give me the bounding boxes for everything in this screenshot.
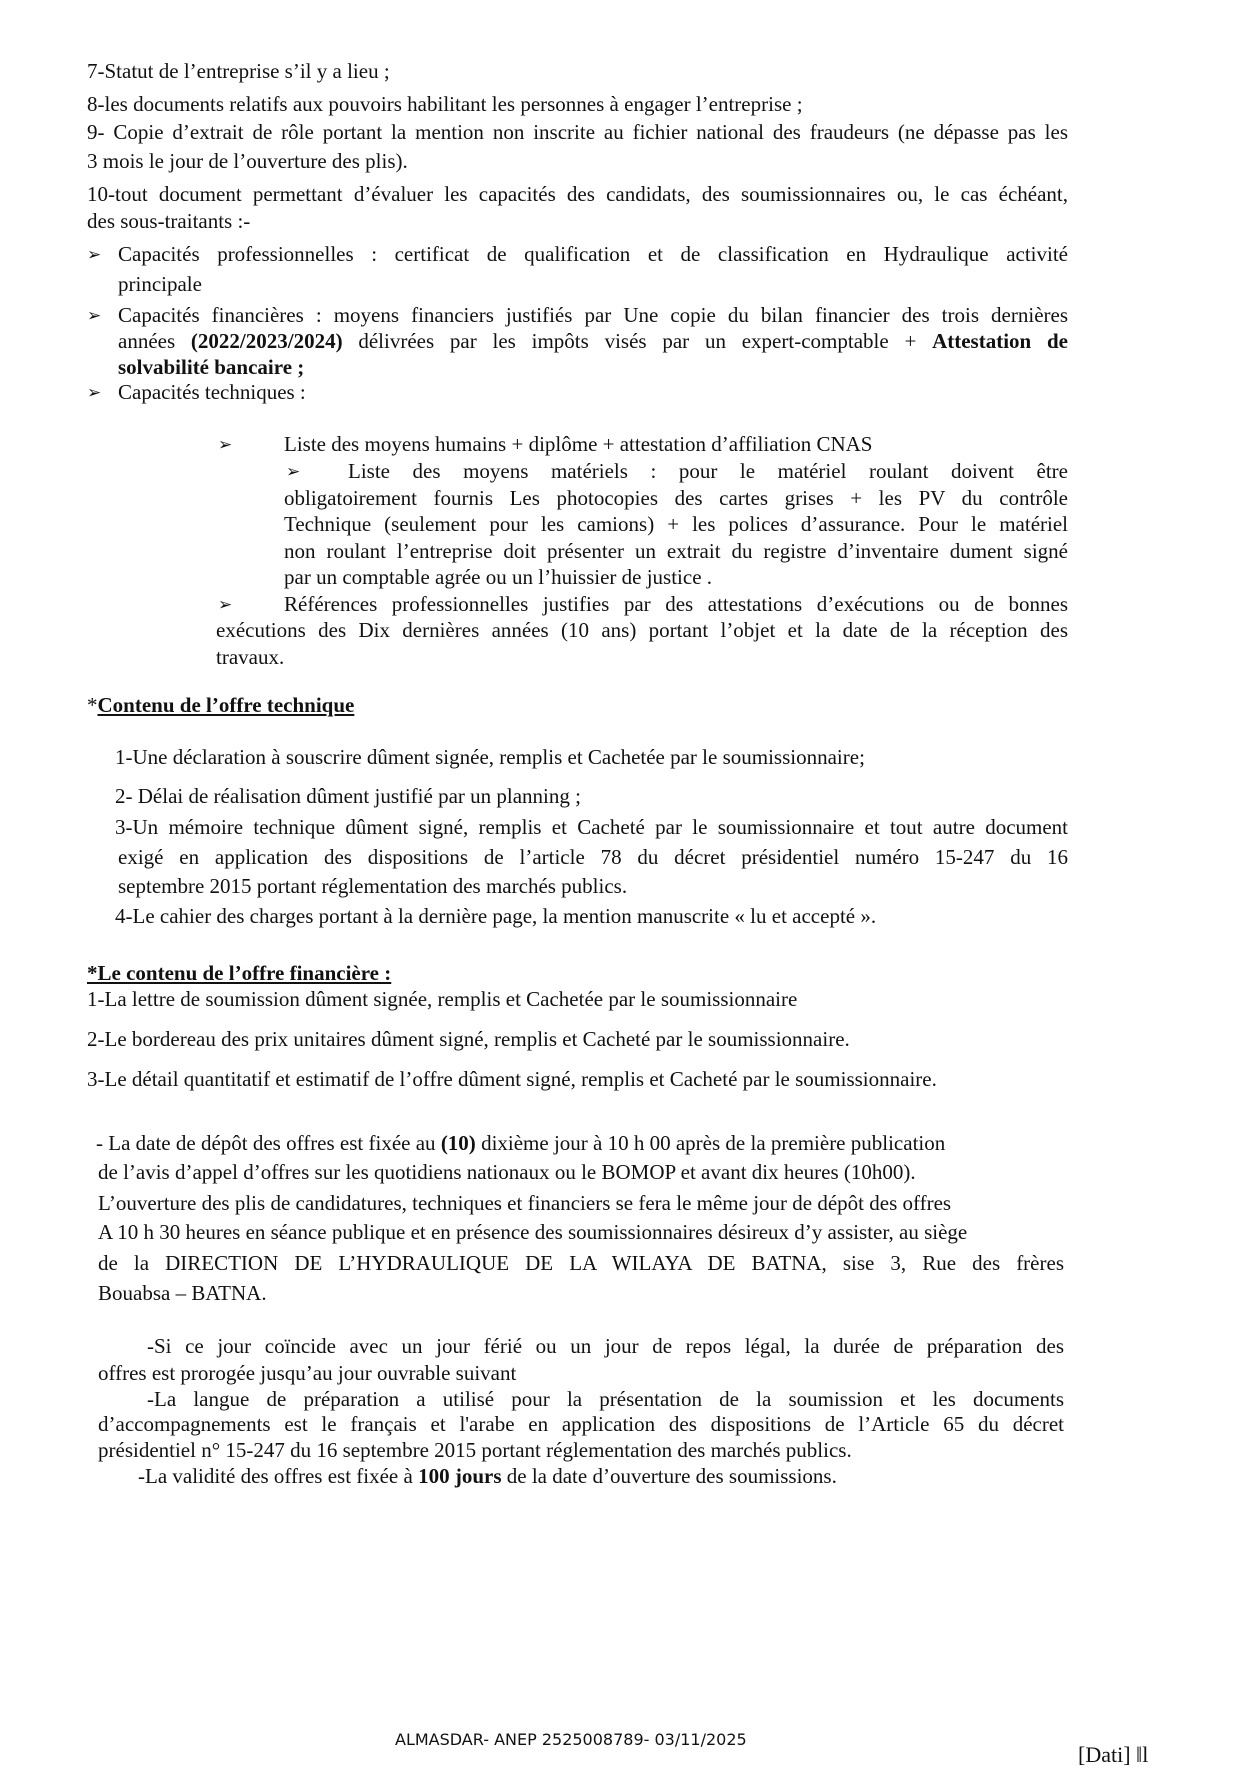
offre-technique-item-2: 2- Délai de réalisation dûment justifié par un planning ; [115,784,581,808]
langue-line3: présidentiel n° 15-247 du 16 septembre 2015 portant réglementation des marchés publics. [98,1438,852,1462]
tech-references-line3: travaux. [216,645,285,669]
langue-line2: d’accompagnements est le français et l'arabe en application des dispositions de l’Article 65 du décret [98,1412,1064,1436]
arrow-bullet-icon: ➢ [87,383,102,403]
validite-line: -La validité des offres est fixée à 100 jours de la date d’ouverture des soumissions. [138,1464,837,1488]
capacites-tech-label: Capacités techniques : [118,380,306,404]
list-item-8: 8-les documents relatifs aux pouvoirs habilitant les personnes à engager l’entreprise ; [87,92,803,116]
list-item-7: 7-Statut de l’entreprise s’il y a lieu ; [87,59,390,83]
capacites-fin-line3: solvabilité bancaire ; [118,355,305,379]
capacites-pro-line2: principale [118,272,202,296]
footer-reference: ALMASDAR- ANEP 2525008789- 03/11/2025 [395,1730,747,1749]
offre-technique-item-1: 1-Une déclaration à souscrire dûment signée, remplis et Cachetée par le soumissionnaire; [115,745,865,769]
arrow-bullet-icon: ➢ [218,595,233,615]
depot-line5: de la DIRECTION DE L’HYDRAULIQUE DE LA WILAYA DE BATNA, sise 3, Rue des frères [98,1251,1064,1275]
corner-mark: [Dati] ‖l [1078,1742,1149,1767]
tech-materiels-line2: obligatoirement fournis Les photocopies des cartes grises + les PV du contrôle [284,486,1068,510]
offre-financiere-item-3: 3-Le détail quantitatif et estimatif de l’offre dûment signé, remplis et Cacheté par le soumissionnaire. [87,1067,937,1091]
tech-references-line1: Références professionnelles justifies par des attestations d’exécutions ou de bonnes [284,592,1068,616]
list-item-10-line2: des sous-traitants :- [87,209,251,233]
capacites-pro-line1: Capacités professionnelles : certificat de qualification et de classification en Hydraulique activité [118,242,1068,266]
depot-line6: Bouabsa – BATNA. [98,1281,267,1305]
offre-financiere-item-1: 1-La lettre de soumission dûment signée, remplis et Cachetée par le soumissionnaire [87,987,798,1011]
offre-financiere-heading: *Le contenu de l’offre financière : [87,961,392,985]
offre-technique-item-3-line2: exigé en application des dispositions de l’article 78 du décret présidentiel numéro 15-247 du 16 [118,845,1068,869]
depot-line2: de l’avis d’appel d’offres sur les quotidiens nationaux ou le BOMOP et avant dix heures (10h00). [98,1160,916,1184]
ferie-line1: -Si ce jour coïncide avec un jour férié ou un jour de repos légal, la durée de préparation des [147,1334,1064,1358]
offre-technique-item-3-line1: 3-Un mémoire technique dûment signé, remplis et Cacheté par le soumissionnaire et tout autre document [115,815,1068,839]
offre-technique-heading: *Contenu de l’offre technique [87,693,355,717]
list-item-10-line1: 10-tout document permettant d’évaluer les capacités des candidats, des soumissionnaires ou, le cas échéant, [87,182,1068,206]
offre-technique-item-4: 4-Le cahier des charges portant à la dernière page, la mention manuscrite « lu et accepté ». [115,904,877,928]
offre-technique-item-3-line3: septembre 2015 portant réglementation des marchés publics. [118,874,628,898]
tech-materiels-line1: Liste des moyens matériels : pour le matériel roulant doivent être [348,459,1068,483]
tech-references-line2: exécutions des Dix dernières années (10 ans) portant l’objet et la date de la réception des [216,618,1068,642]
ferie-line2: offres est prorogée jusqu’au jour ouvrable suivant [98,1361,517,1385]
depot-line4: A 10 h 30 heures en séance publique et en présence des soumissionnaires désireux d’y assister, au siège [98,1220,968,1244]
tech-humains: Liste des moyens humains + diplôme + attestation d’affiliation CNAS [284,432,873,456]
tech-materiels-line3: Technique (seulement pour les camions) + les polices d’assurance. Pour le matériel [284,512,1068,536]
tech-materiels-line4: non roulant l’entreprise doit présenter un extrait du registre d’inventaire dument signé [284,539,1068,563]
arrow-bullet-icon: ➢ [87,245,102,265]
langue-line1: -La langue de préparation a utilisé pour la présentation de la soumission et les documents [147,1387,1064,1411]
arrow-bullet-icon: ➢ [218,435,233,455]
depot-line3: L’ouverture des plis de candidatures, techniques et financiers se fera le même jour de dépôt des offres [98,1191,952,1215]
offre-financiere-item-2: 2-Le bordereau des prix unitaires dûment signé, remplis et Cacheté par le soumissionnaire. [87,1027,850,1051]
list-item-9-line1: 9- Copie d’extrait de rôle portant la mention non inscrite au fichier national des fraudeurs (ne dépasse pas les [87,120,1068,144]
capacites-fin-line1: Capacités financières : moyens financiers justifiés par Une copie du bilan financier des trois dernières [118,303,1068,327]
capacites-fin-line2: années (2022/2023/2024) délivrées par les impôts visés par un expert-comptable + Attestation de [118,329,1069,353]
arrow-bullet-icon: ➢ [286,462,301,482]
arrow-bullet-icon: ➢ [87,306,102,326]
list-item-9-line2: 3 mois le jour de l’ouverture des plis). [87,149,408,173]
tech-materiels-line5: par un comptable agrée ou un l’huissier de justice . [284,565,713,589]
depot-line1: - La date de dépôt des offres est fixée au (10) dixième jour à 10 h 00 après de la première publication [96,1131,946,1155]
